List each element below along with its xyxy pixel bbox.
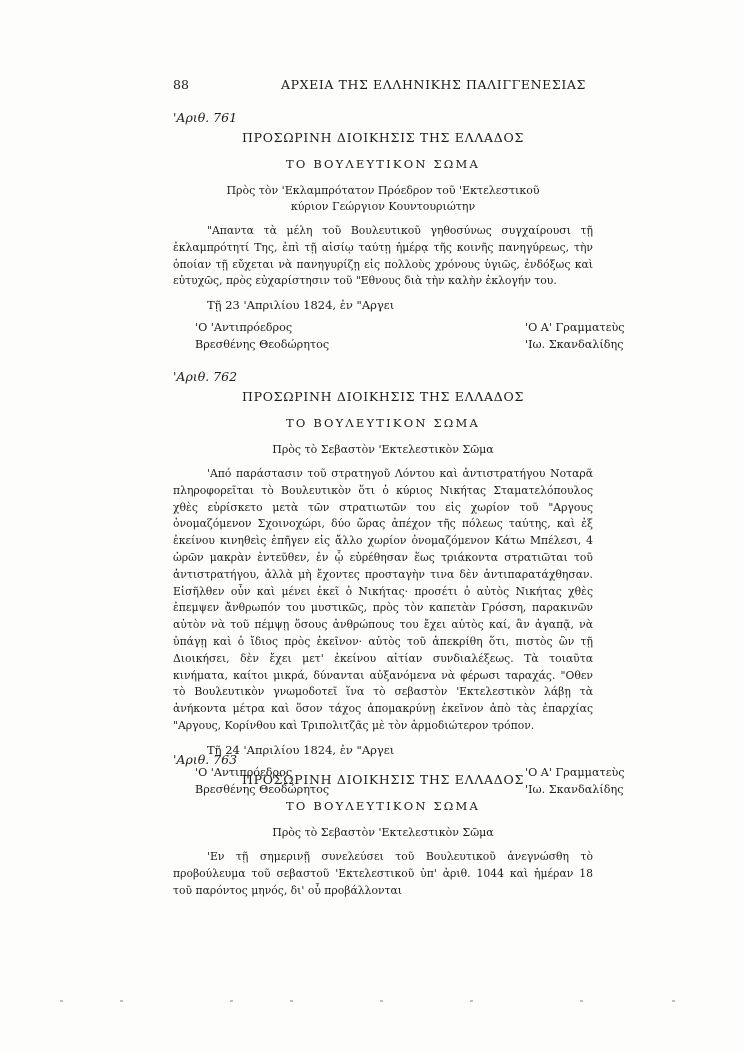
signature-left [195,319,329,353]
document-762 [173,369,625,800]
addressee [173,442,593,458]
document-text: 'Από παράστασιν τοῦ στρατηγοῦ Λόντου καὶ ἀντιστρατήγου Νοταρᾶ πληροφορεῖται τὸ Βουλευτικὸν ὅτι ὁ κύριος Νικήτας Σταματελόπουλος χθὲς εὑρίσκετο μετὰ τῶν στρατιωτῶν του εἰς χωρίον τοῦ "Αργους ὀνομαζόμενον Σχοινοχώρι, δύο ὥρας ἀπέχον τῆς πόλεως ταύτης, καὶ ἐξ ἐκείνου κινηθεὶς ἐπῆγεν εἰς ἄλλο χωρίον ὀνομαζόμενον Κάτω Μπέλεσι, 4 ὡρῶν μακρὰν ἐντεῦθεν, ἐν ᾧ εὑρέθησαν ἕως τριάκοντα στρατιῶται τοῦ ἀντιστρατήγου, ἀλλὰ μὴ ἔχοντες προσταγὴν τινα δὲν ἀντιπαρατάχθησαν. Εἰσῆλθεν οὖν καὶ μένει ἐκεῖ ὁ Νικήτας· προσέτι ὁ αὐτὸς Νικήτας χθὲς ἐπεμψεν ἄνθρωπόν του μυστικῶς, πρὸς τὸν καπετὰν Γρόσση, παρακινῶν αὐτὸν νὰ τοῦ πέμψῃ ὅσους ἀνθρώπους του ἔχει αὐτὸς καί, ἂν ἀγαπᾷ, νὰ ὑπάγῃ καὶ ὁ ἴδιος πρὸς ἐκεῖνον· αὐτὸς τοῦ ἀπεκρίθη ὅτι, πιστὸς ὢν τῇ Διοικήσει, δὲν ἔχει μετ' ἐκείνου αἰτίαν συνδιαλέξεως. Τὰ τοιαῦτα κινήματα, καίτοι μικρά, δύνανται αὐξανόμενα νὰ φέρωσι ταραχάς. "Οθεν τὸ Βουλευτικὸν γνωμοδοτεῖ ἵνα τὸ σεβαστὸν 'Εκτελεστικὸν λάβῃ τὰ ἀνήκοντα μέτρα καὶ ὅσον τάχος ἀπομακρύνῃ ἐκεῖνον ἀπὸ τὰς ἐπαρχίας "Αργους, Κορίνθου καὶ Τριπολιτζᾶς μὲ τὸν ἁρμοδιώτερον τρόπον. [173,467,593,732]
addressee-line: Πρὸς τὸ Σεβαστὸν 'Εκτελεστικὸν Σῶμα [272,826,494,839]
document-title: ΠΡΟΣΩΡΙΝΗ ΔΙΟΙΚΗΣΙΣ ΤΗΣ ΕΛΛΑΔΟΣ [242,130,524,145]
addressee [173,825,593,841]
signatory-role: 'Ο 'Αντιπρόεδρος [195,321,293,335]
signatory-name: Βρεσθένης Θεοδώρητος [195,338,330,352]
issuing-body: ΤΟ ΒΟΥΛΕΥΤΙΚΟΝ ΣΩΜΑ [285,416,480,430]
addressee-line: Πρὸς τὸν 'Εκλαμπρότατον Πρόεδρον τοῦ 'Εκτελεστικοῦ [226,184,540,197]
signatory-role: 'Ο 'Αντιπρόεδρος [195,765,293,779]
signatory-role: 'Ο Α' Γραμματεὺς [525,765,625,779]
document-date: Τῇ 23 'Απριλίου 1824, ἐν "Αργει [207,298,395,313]
issuing-body: ΤΟ ΒΟΥΛΕΥΤΙΚΟΝ ΣΩΜΑ [285,157,480,171]
document-761 [173,110,625,355]
signatory-name: 'Ιω. Σκανδαλίδης [525,338,624,352]
addressee-line: Πρὸς τὸ Σεβαστὸν 'Εκτελεστικὸν Σῶμα [272,443,494,456]
document-number: 'Αριθ. 762 [173,369,238,384]
signatory-name: 'Ιω. Σκανδαλίδης [525,782,624,796]
document-number: 'Αριθ. 763 [173,752,238,767]
addressee-line: κύριον Γεώργιον Κουντουριώτην [290,200,476,213]
document-title: ΠΡΟΣΩΡΙΝΗ ΔΙΟΙΚΗΣΙΣ ΤΗΣ ΕΛΛΑΔΟΣ [242,772,524,787]
signatures [173,319,625,355]
signatory-name: Βρεσθένης Θεοδώρητος [195,782,330,796]
running-title: ΑΡΧΕΙΑ ΤΗΣ ΕΛΛΗΝΙΚΗΣ ΠΑΛΙΓΓΕΝΕΣΙΑΣ [281,77,586,92]
document-number: 'Αριθ. 761 [173,110,238,125]
document-text: "Απαντα τὰ μέλη τοῦ Βουλευτικοῦ γηθοσύνως συγχαίρουσι τῇ ἐκλαμπρότητί Της, ἐπὶ τῇ αἰσίῳ ταύτῃ ἡμέρᾳ τῆς κοινῆς πανηγύρεως, τὴν ὁποίαν τῇ εὔχεται νὰ πανηγυρίζῃ εἰς πολλοὺς χρόνους ὑγιῶς, ἐνδόξως καὶ εὐτυχῶς, πρὸς εὐχαρίστησιν τοῦ "Εθνους διὰ τὴν καλὴν ἐκλογήν του. [173,224,593,288]
document-763 [173,752,593,899]
signature-right [525,319,625,353]
scan-artifacts [60,1000,680,1004]
addressee [173,183,593,215]
document-title: ΠΡΟΣΩΡΙΝΗ ΔΙΟΙΚΗΣΙΣ ΤΗΣ ΕΛΛΑΔΟΣ [242,389,524,404]
document-text: 'Εν τῇ σημερινῇ συνελεύσει τοῦ Βουλευτικοῦ ἀνεγνώσθη τὸ προβούλευμα τοῦ σεβαστοῦ 'Εκτελεστικοῦ ὑπ' ἀριθ. 1044 καὶ ἡμέραν 18 τοῦ παρόντος μηνός, δι' οὗ προβάλλονται [173,850,593,897]
page-number: 88 [173,77,189,92]
document-date: Τῇ 24 'Απριλίου 1824, ἐν "Αργει [207,742,395,757]
signatory-role: 'Ο Α' Γραμματεὺς [525,321,625,335]
issuing-body: ΤΟ ΒΟΥΛΕΥΤΙΚΟΝ ΣΩΜΑ [285,799,480,813]
